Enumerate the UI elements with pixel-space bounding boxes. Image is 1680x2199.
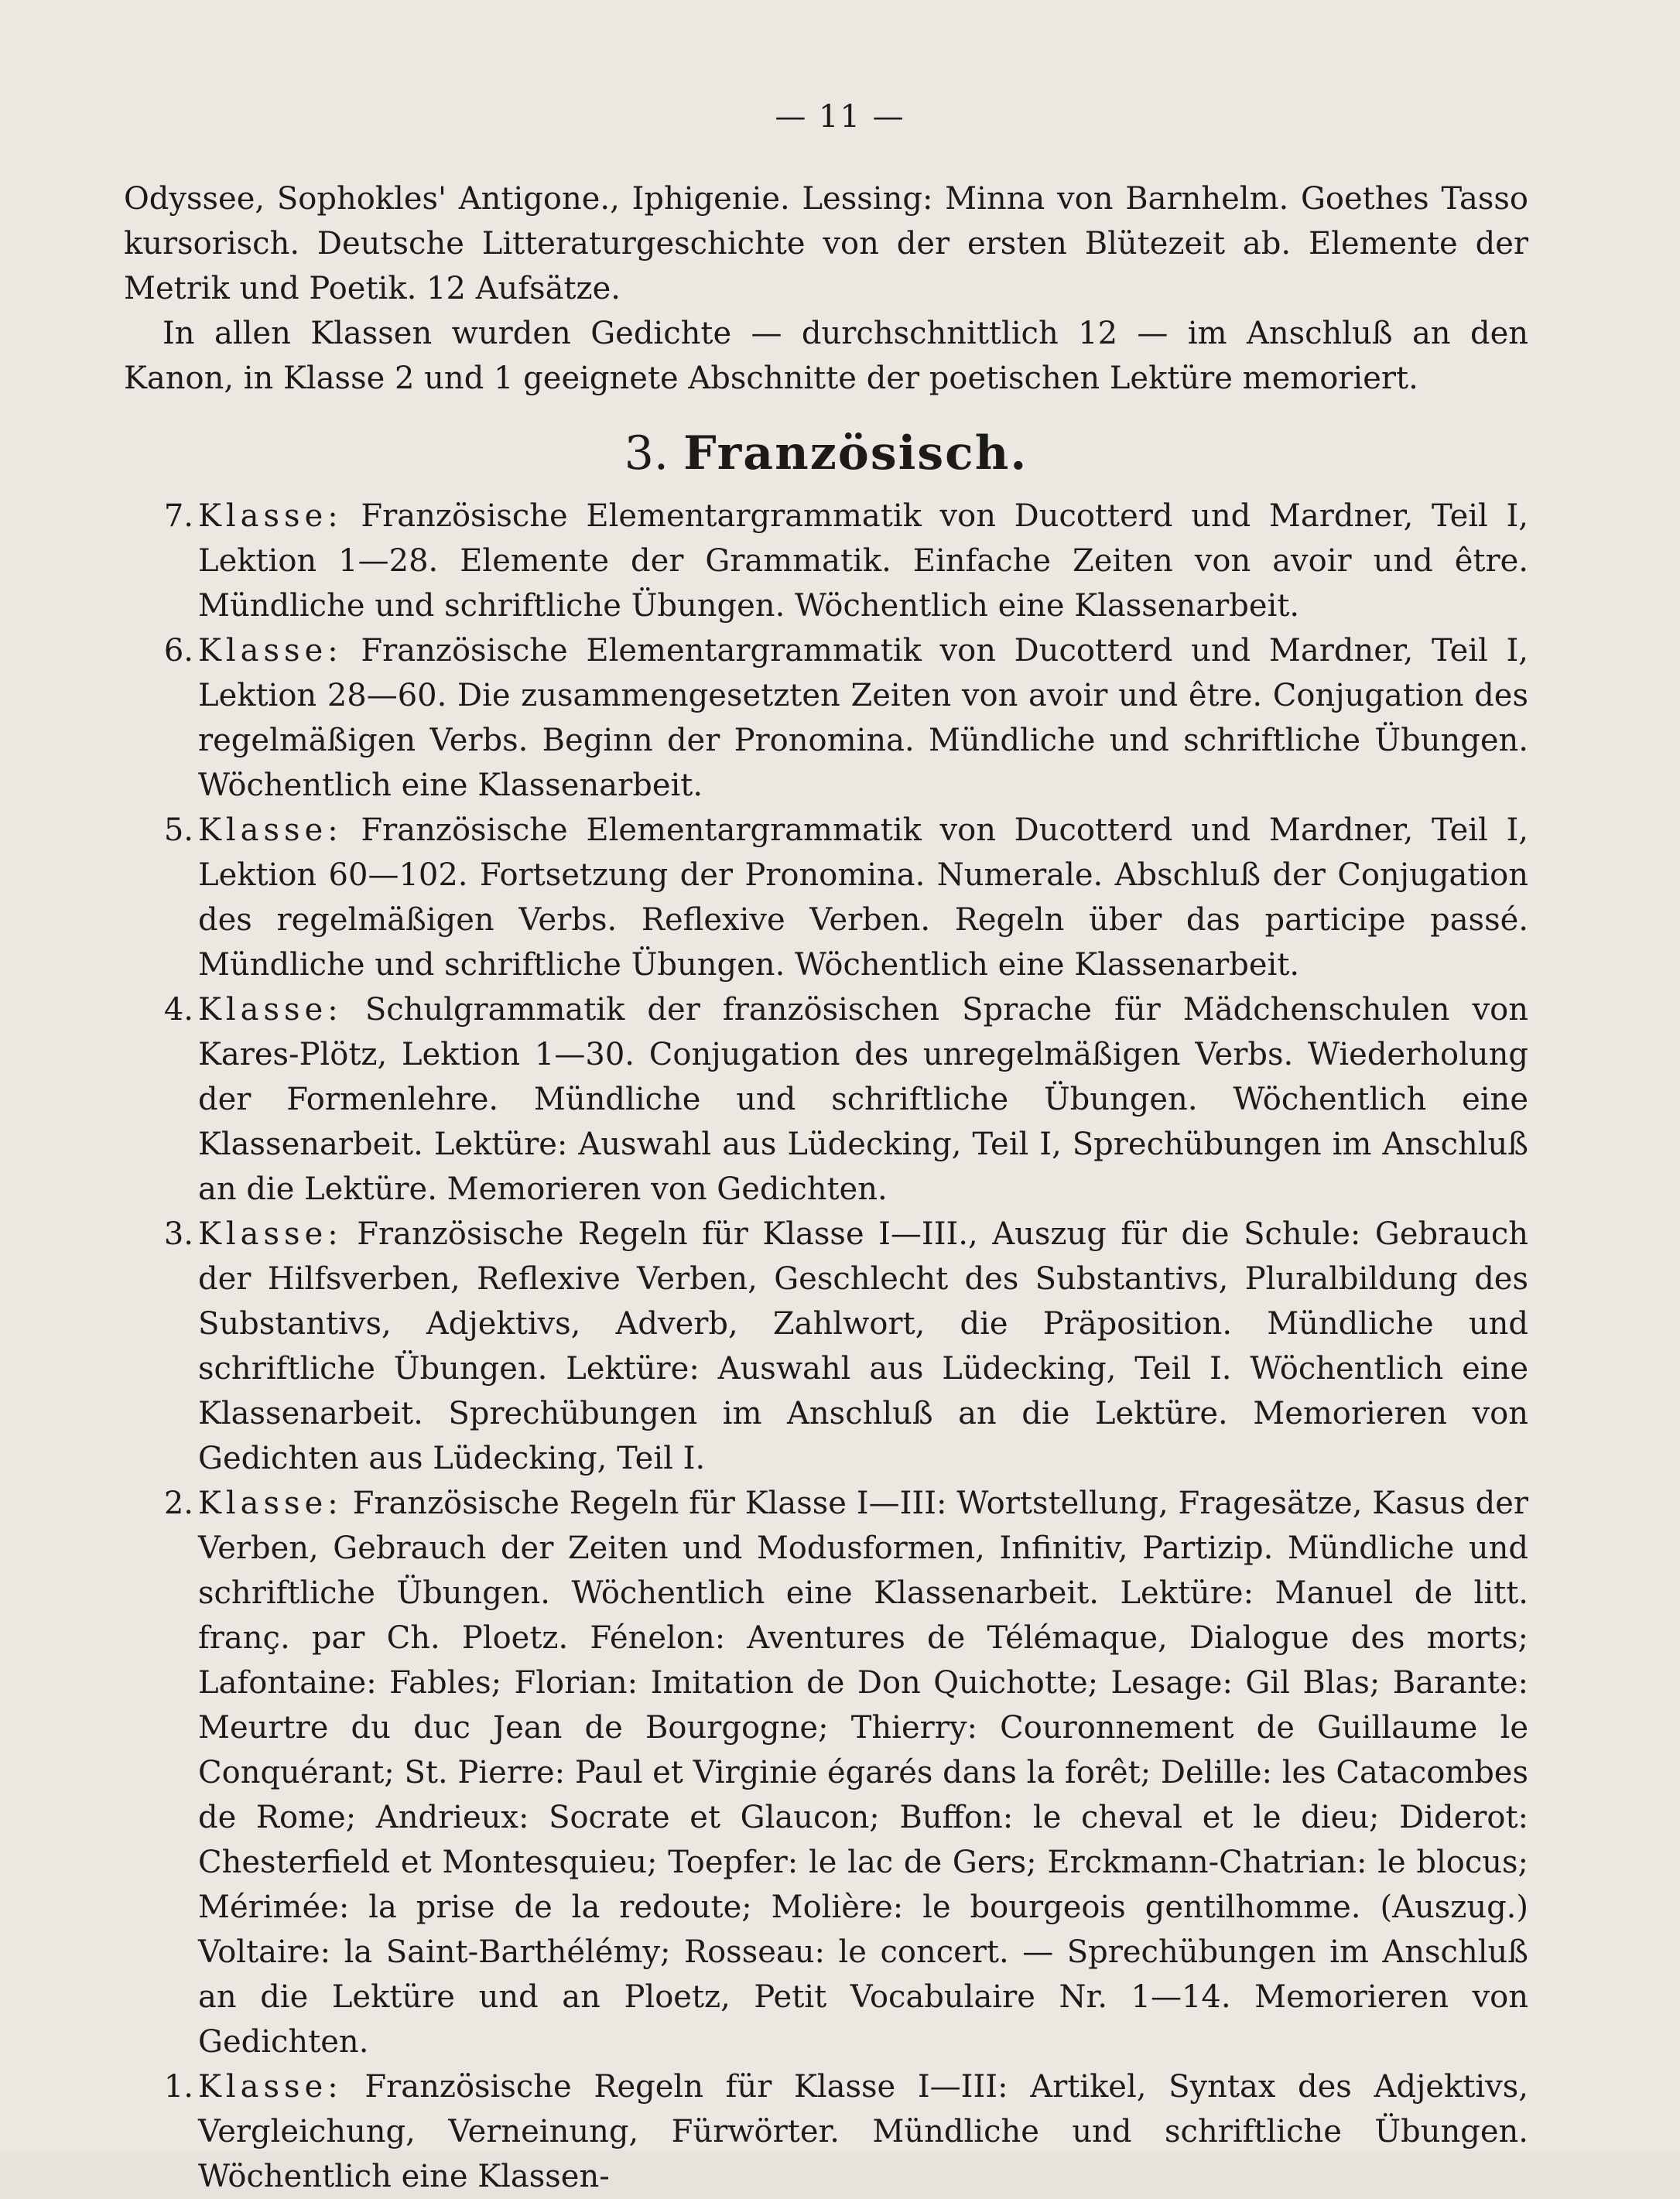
klasse-text: Französische Elementargrammatik von Ducotterd und Mardner, Teil I, Lektion 1—28. Elemente der Grammatik. Einfache Zeiten von avoir und être. Mündliche und schriftliche Übungen. Wöchentlich eine Klassenarbeit. [198, 498, 1528, 624]
klasse-text: Französische Regeln für Klasse I—III., Auszug für die Schule: Gebrauch der Hilfsverben, Reflexive Verben, Geschlecht des Substantivs, Pluralbildung des Substantivs, Adjektivs, Adverb, Zahlwort, die Präposition. Mündliche und schriftliche Übungen. Lektüre: Auswahl aus Lüdecking, Teil I. Wöchentlich eine Klassenarbeit. Sprechübungen im Anschluß an die Lektüre. Memorieren von Gedichten aus Lüdecking, Teil I. [198, 1216, 1528, 1476]
klasse-number: 3. [163, 1216, 193, 1252]
section-number: 3. [624, 426, 669, 480]
klasse-number: 1. [163, 2069, 193, 2105]
klasse-text: Französische Regeln für Klasse I—III: Artikel, Syntax des Adjektivs, Vergleichung, Verneinung, Fürwörter. Mündliche und schriftliche Übungen. Wöchentlich eine Klassen- [198, 2069, 1528, 2194]
klasse-entry-4 [124, 987, 1528, 1212]
klasse-number: 4. [163, 992, 193, 1028]
intro-paragraph-1: Odyssee, Sophokles' Antigone., Iphigenie. Lessing: Minna von Barnhelm. Goethes Tasso kursorisch. Deutsche Litteraturgeschichte von der ersten Blütezeit ab. Elemente der Metrik und Poetik. 12 Aufsätze. [124, 181, 1528, 306]
klasse-number: 7. [163, 498, 193, 534]
section-title: Französisch. [683, 426, 1028, 480]
intro-paragraph-2: In allen Klassen wurden Gedichte — durchschnittlich 12 — im Anschluß an den Kanon, in Klasse 2 und 1 geeignete Abschnitte der poetischen Lektüre memoriert. [124, 316, 1528, 396]
klasse-entry-3 [124, 1212, 1528, 1481]
klasse-number: 6. [163, 633, 193, 669]
klasse-label: Klasse: [198, 498, 343, 534]
klasse-entry-7 [124, 494, 1528, 628]
klasse-label: Klasse: [198, 2069, 343, 2105]
klasse-text: Französische Regeln für Klasse I—III: Wortstellung, Fragesätze, Kasus der Verben, Gebrauch der Zeiten und Modusformen, Infinitiv, Partizip. Mündliche und schriftliche Übungen. Wöchentlich eine Klassenarbeit. Lektüre: Manuel de litt. franç. par Ch. Ploetz. Fénelon: Aventures de Télémaque, Dialogue des morts; Lafontaine: Fables; Florian: Imitation de Don Quichotte; Lesage: Gil Blas; Barante: Meurtre du duc Jean de Bourgogne; Thierry: Couronnement de Guillaume le Conquérant; St. Pierre: Paul et Virginie égarés dans la forêt; Delille: les Catacombes de Rome; Andrieux: Socrate et Glaucon; Buffon: le cheval et le dieu; Diderot: Chesterfield et Montesquieu; Toepfer: le lac de Gers; Erckmann-Chatrian: le blocus; Mérimée: la prise de la redoute; Molière: le bourgeois gentilhomme. (Auszug.) Voltaire: la Saint-Barthélémy; Rosseau: le concert. — Sprechübungen im Anschluß an die Lektüre und an Ploetz, Petit Vocabulaire Nr. 1—14. Memorieren von Gedichten. [198, 1486, 1529, 2060]
klasse-label: Klasse: [198, 1486, 343, 1521]
page-number: — 11 — [775, 99, 905, 135]
klasse-label: Klasse: [198, 1216, 343, 1252]
klasse-entry-2 [124, 1481, 1528, 2064]
klasse-label: Klasse: [198, 633, 343, 669]
klasse-label: Klasse: [198, 992, 343, 1028]
klasse-entry-1 [124, 2064, 1528, 2199]
klasse-text: Französische Elementargrammatik von Ducotterd und Mardner, Teil I, Lektion 28—60. Die zusammengesetzten Zeiten von avoir und être. Conjugation des regelmäßigen Verbs. Beginn der Pronomina. Mündliche und schriftliche Übungen. Wöchentlich eine Klassenarbeit. [198, 633, 1528, 803]
klasse-entry-6 [124, 628, 1528, 808]
klasse-entry-5 [124, 808, 1528, 987]
klasse-label: Klasse: [198, 812, 343, 848]
klasse-text: Schulgrammatik der französischen Sprache für Mädchenschulen von Kares-Plötz, Lektion 1—30. Conjugation des unregelmäßigen Verbs. Wiederholung der Formenlehre. Mündliche und schriftliche Übungen. Wöchentlich eine Klassenarbeit. Lektüre: Auswahl aus Lüdecking, Teil I, Sprechübungen im Anschluß an die Lektüre. Memorieren von Gedichten. [198, 992, 1528, 1207]
klasse-number: 2. [163, 1486, 193, 1521]
klasse-text: Französische Elementargrammatik von Ducotterd und Mardner, Teil I, Lektion 60—102. Fortsetzung der Pronomina. Numerale. Abschluß der Conjugation des regelmäßigen Verbs. Reflexive Verben. Regeln über das participe passé. Mündliche und schriftliche Übungen. Wöchentlich eine Klassenarbeit. [198, 812, 1528, 983]
page-body [124, 176, 1528, 2199]
section-heading [124, 422, 1528, 484]
klasse-number: 5. [163, 812, 193, 848]
